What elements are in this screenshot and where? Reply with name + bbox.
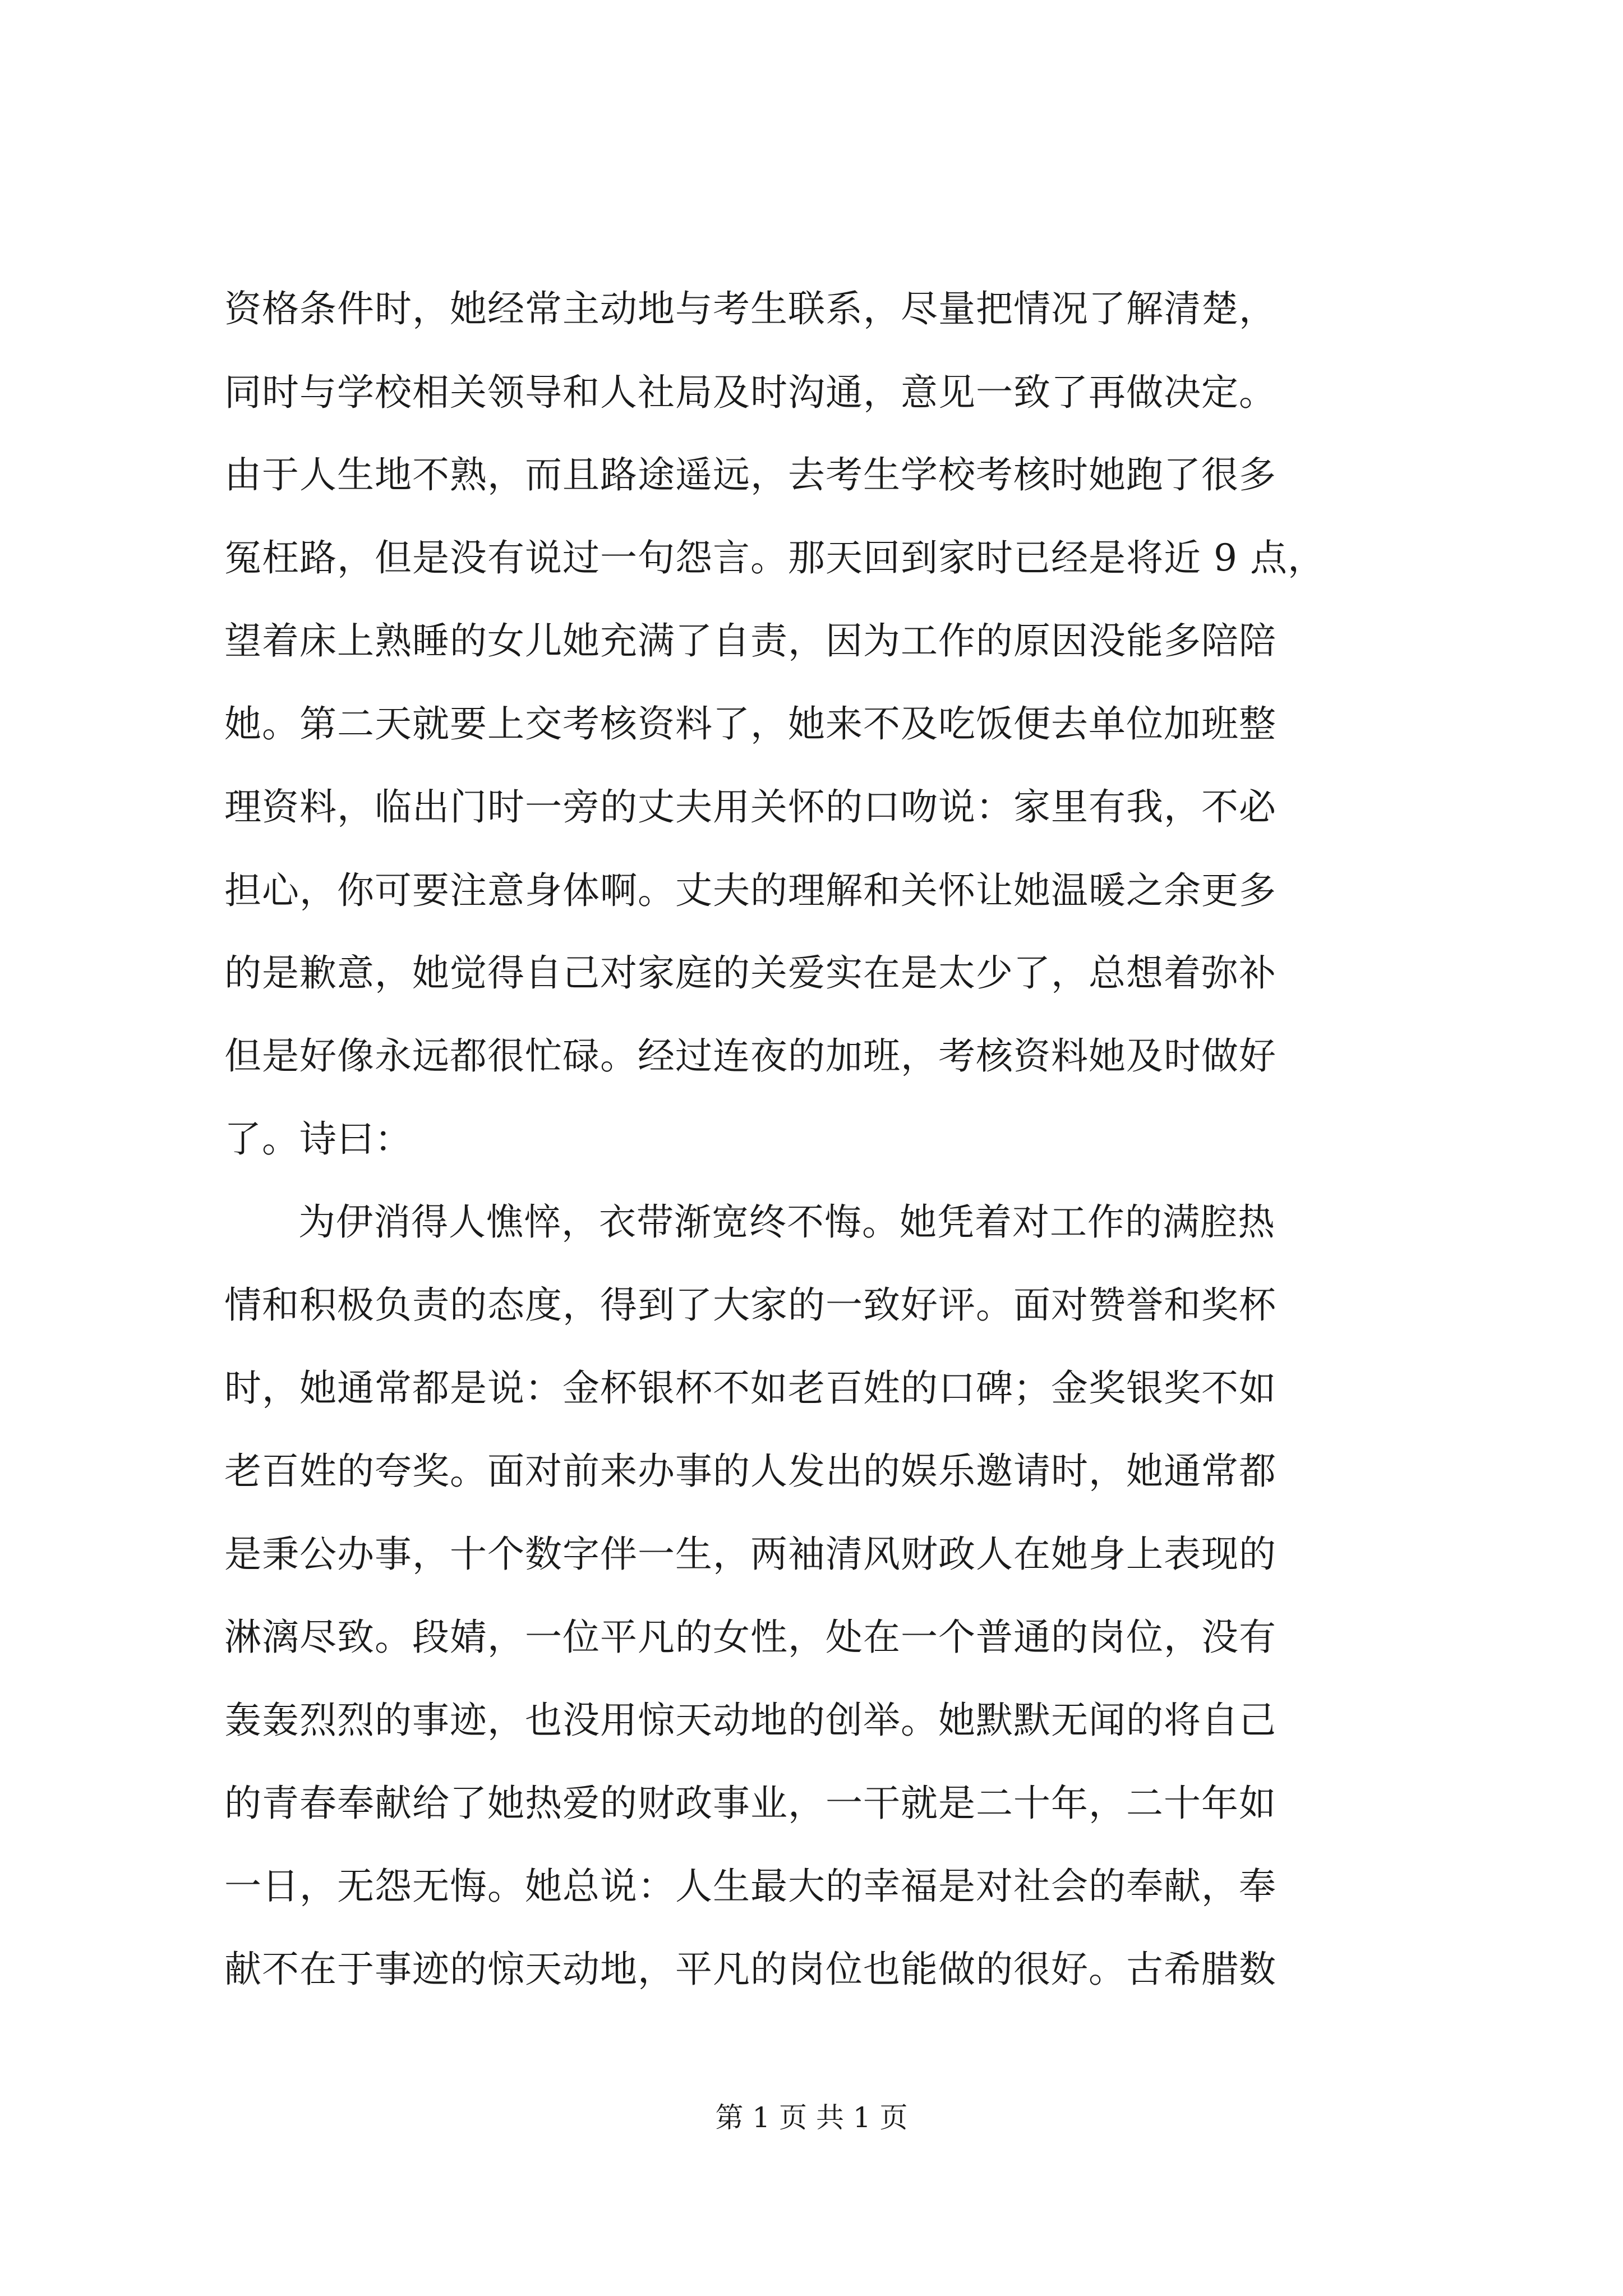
text-line: 的是歉意，她觉得自己对家庭的关爱实在是太少了，总想着弥补 [224, 951, 1276, 995]
text-line: 理资料，临出门时一旁的丈夫用关怀的口吻说：家里有我，不必 [224, 785, 1276, 829]
text-line: 但是好像永远都很忙碌。经过连夜的加班，考核资料她及时做好 [224, 1034, 1276, 1078]
page-number-footer: 第 1 页 共 1 页 [715, 2101, 908, 2134]
paragraph-first-line: 为伊消得人憔悴，衣带渐宽终不悔。她凭着对工作的满腔热 [298, 1200, 1275, 1244]
text-line: 了。诗曰： [224, 1117, 412, 1161]
text-line: 轰轰烈烈的事迹，也没用惊天动地的创举。她默默无闻的将自己 [224, 1699, 1276, 1742]
text-line: 同时与学校相关领导和人社局及时沟通，意见一致了再做决定。 [224, 371, 1276, 414]
text-line: 情和积极负责的态度，得到了大家的一致好评。面对赞誉和奖杯 [224, 1283, 1276, 1327]
text-line: 献不在于事迹的惊天动地，平凡的岗位也能做的很好。古希腊数 [224, 1948, 1276, 1991]
text-line: 老百姓的夸奖。面对前来办事的人发出的娱乐邀请时，她通常都 [224, 1450, 1276, 1493]
text-line: 由于人生地不熟，而且路途遥远，去考生学校考核时她跑了很多 [224, 453, 1276, 496]
text-line: 冤枉路，但是没有说过一句怨言。那天回到家时已经是将近 9 点， [224, 536, 1325, 579]
text-line: 资格条件时，她经常主动地与考生联系，尽量把情况了解清楚， [224, 287, 1276, 330]
text-line: 一日，无怨无悔。她总说：人生最大的幸福是对社会的奉献，奉 [224, 1865, 1276, 1908]
text-line: 她。第二天就要上交考核资料了，她来不及吃饭便去单位加班整 [224, 702, 1276, 746]
text-line: 淋漓尽致。段婧，一位平凡的女性，处在一个普通的岗位，没有 [224, 1616, 1276, 1659]
text-line: 担心，你可要注意身体啊。丈夫的理解和关怀让她温暖之余更多 [224, 869, 1276, 912]
text-line: 望着床上熟睡的女儿她充满了自责，因为工作的原因没能多陪陪 [224, 619, 1276, 662]
text-line: 是秉公办事，十个数字伴一生，两袖清风财政人在她身上表现的 [224, 1533, 1276, 1576]
text-line: 时，她通常都是说：金杯银杯不如老百姓的口碑；金奖银奖不如 [224, 1366, 1276, 1410]
text-line: 的青春奉献给了她热爱的财政事业，一干就是二十年，二十年如 [224, 1782, 1276, 1825]
